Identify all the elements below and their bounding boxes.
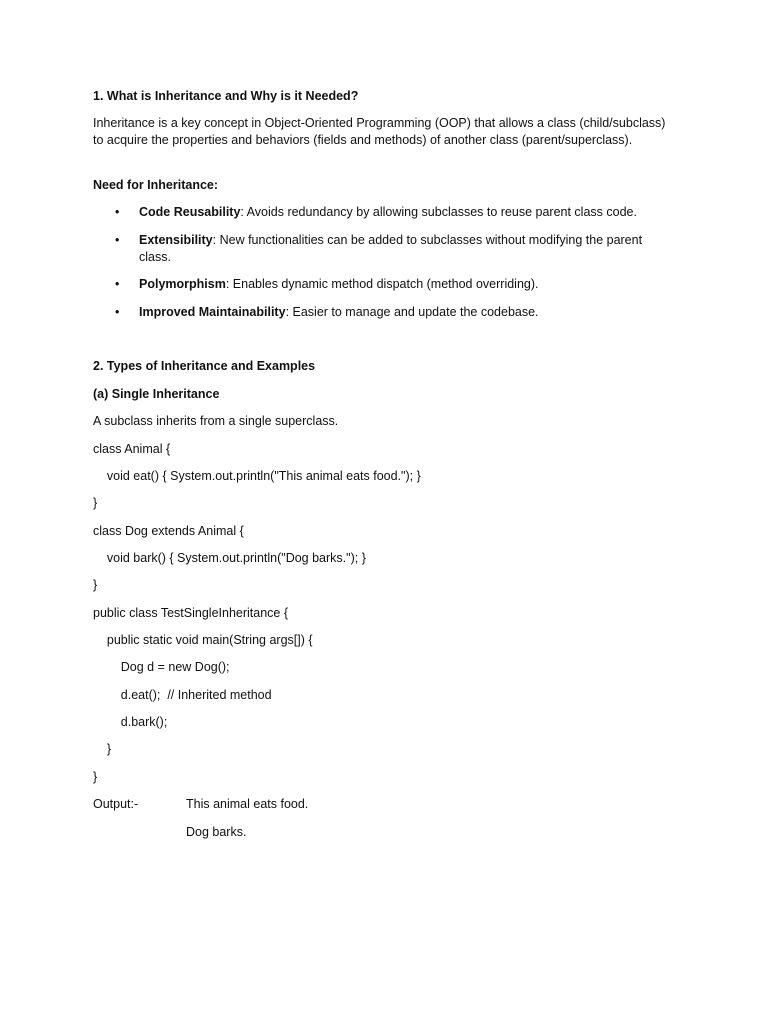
list-item [93, 304, 668, 321]
code-line: } [93, 496, 98, 510]
list-item [93, 232, 668, 266]
output-line: This animal eats food. [186, 797, 309, 811]
bullet-term: Extensibility [139, 233, 213, 247]
bullet-icon: • [115, 205, 120, 219]
code-line: d.eat(); // Inherited method [93, 688, 272, 702]
code-line: void eat() { System.out.println("This animal eats food."); } [93, 469, 421, 483]
code-line: class Animal { [93, 442, 171, 456]
bullet-icon: • [115, 233, 120, 247]
output-line: Dog barks. [186, 825, 247, 839]
need-heading: Need for Inheritance: [93, 178, 219, 192]
bullet-term: Code Reusability [139, 205, 241, 219]
bullet-text: : Avoids redundancy by allowing subclasses to reuse parent class code. [240, 205, 637, 219]
bullet-text: : Easier to manage and update the codebase. [285, 305, 539, 319]
list-item [93, 204, 668, 221]
code-line: public static void main(String args[]) { [93, 633, 313, 647]
list-item [93, 276, 668, 293]
code-line: } [93, 770, 98, 784]
section1-intro: Inheritance is a key concept in Object-Oriented Programming (OOP) that allows a class (child/subclass) to acquire the properties and behaviors (fields and methods) of another class (parent/superclass). [93, 116, 666, 147]
section1-heading: 1. What is Inheritance and Why is it Needed? [93, 89, 359, 103]
code-line: class Dog extends Animal { [93, 524, 244, 538]
single-inheritance-description: A subclass inherits from a single superclass. [93, 414, 339, 428]
code-line: public class TestSingleInheritance { [93, 606, 289, 620]
bullet-term: Improved Maintainability [139, 305, 286, 319]
section2-heading: 2. Types of Inheritance and Examples [93, 359, 316, 373]
code-line: } [93, 578, 98, 592]
code-line: Dog d = new Dog(); [93, 660, 230, 674]
code-line: } [93, 742, 112, 756]
bullet-text: : New functionalities can be added to subclasses without modifying the parent class. [139, 233, 643, 264]
bullet-icon: • [115, 277, 120, 291]
code-line: void bark() { System.out.println("Dog barks."); } [93, 551, 366, 565]
single-inheritance-heading: (a) Single Inheritance [93, 387, 220, 401]
code-line: d.bark(); [93, 715, 168, 729]
bullet-term: Polymorphism [139, 277, 226, 291]
bullet-icon: • [115, 305, 120, 319]
bullet-text: : Enables dynamic method dispatch (method overriding). [225, 277, 539, 291]
output-label: Output:- [93, 797, 139, 811]
